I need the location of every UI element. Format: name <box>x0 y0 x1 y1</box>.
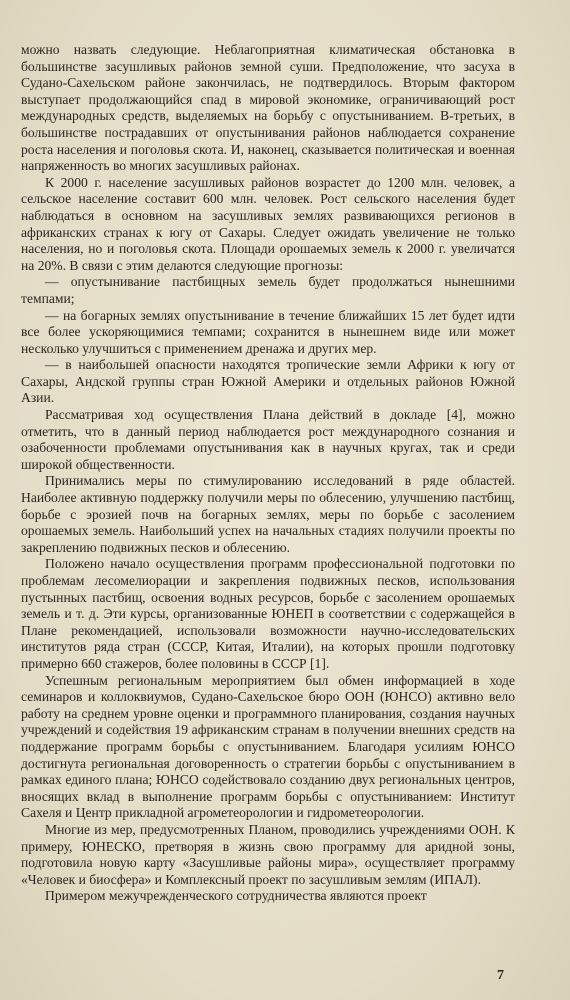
paragraph: можно назвать следующие. Неблагоприятная климатическая обстановка в большинстве засушливых районов земной суши. Предположение, что засуха в Судано-Сахельском районе закончилась, не подтвердилось. Вторым фактором выступает продолжающийся спад в мировой экономике, ограничивающий рост международных средств, выделяемых на борьбу с опустыниванием. В-третьих, в большинстве пострадавших от опустынивания районов наблюдается сохранение роста населения и поголовья скота. И, наконец, сказывается политическая и военная напряженность во многих засушливых районах. <box>21 42 515 174</box>
list-item: — опустынивание пастбищных земель будет продолжаться нынешними темпами; <box>21 274 515 306</box>
page-number: 7 <box>497 968 504 983</box>
paragraph: Рассматривая ход осуществления Плана действий в докладе [4], можно отметить, что в данный период наблюдается рост международного сознания и озабоченности проблемами опустынивания как в научных кругах, так и среди широкой общественности. <box>21 407 515 472</box>
paragraph: Примером межучрежденческого сотрудничества являются проект <box>45 888 427 904</box>
paragraph: Успешным региональным мероприятием был обмен информацией в ходе семинаров и коллоквиумов, Судано-Сахельское бюро ООН (ЮНСО) активно вело работу на среднем уровне оценки и программного планирования, создания научных учреждений и содействия 19 африканским странам в получении внешних средств на поддержание программ борьбы с опустыниванием. Благодаря усилиям ЮНСО достигнута региональная договоренность о стратегии борьбы с опустыниванием в рамках единого плана; ЮНСО содействовало созданию двух региональных центров, вносящих вклад в выполнение программ борьбы с опустыниванием: Институт Сахеля и Центр прикладной агрометеорологии и гидрометеорологии. <box>21 672 515 821</box>
list-item: — в наибольшей опасности находятся тропические земли Африки к югу от Сахары, Андской группы стран Южной Америки и отдельных районов Южной Азии. <box>21 357 515 406</box>
body-text <box>21 42 515 905</box>
paragraph: Принимались меры по стимулированию исследований в ряде областей. Наиболее активную поддержку получили меры по облесению, улучшению пастбищ, борьбе с эрозией почв на богарных землях, меры по борьбе с засолением орошаемых земель. Наибольший успех на начальных стадиях получили проекты по закреплению подвижных песков и облесению. <box>21 473 515 555</box>
paragraph: Многие из мер, предусмотренных Планом, проводились учреждениями ООН. К примеру, ЮНЕСКО, претворяя в жизнь свою программу для аридной зоны, подготовила новую карту «Засушливые районы мира», осуществляет программу «Человек и биосфера» и Комплексный проект по засушливым землям (ИПАЛ). <box>21 821 515 887</box>
list-item: — на богарных землях опустынивание в течение ближайших 15 лет будет идти все более ускоряющимися темпами; сохранится в нынешнем виде или может несколько улучшиться с применением дренажа и других мер. <box>21 307 515 356</box>
paragraph: Положено начало осуществления программ профессиональной подготовки по проблемам лесомелиорации и закрепления подвижных песков, использования пустынных пастбищ, освоения водных ресурсов, борьбе с засолением орошаемых земель и т. д. Эти курсы, организованные ЮНЕП в соответствии с содержащейся в Плане рекомендацией, использовали возможности научно-исследовательских институтов ряда стран (СССР, Китая, Италии), на которых прошли подготовку примерно 660 стажеров, более половины в СССР [1]. <box>21 556 515 671</box>
paragraph: К 2000 г. население засушливых районов возрастет до 1200 млн. человек, а сельское население составит 600 млн. человек. Рост сельского населения будет наблюдаться в основном на засушливых землях развивающихся регионов в африканских странах к югу от Сахары. Следует ожидать увеличение не только населения, но и поголовья скота. Площади орошаемых земель к 2000 г. увеличатся на 20%. В связи с этим делаются следующие прогнозы: <box>21 174 515 273</box>
